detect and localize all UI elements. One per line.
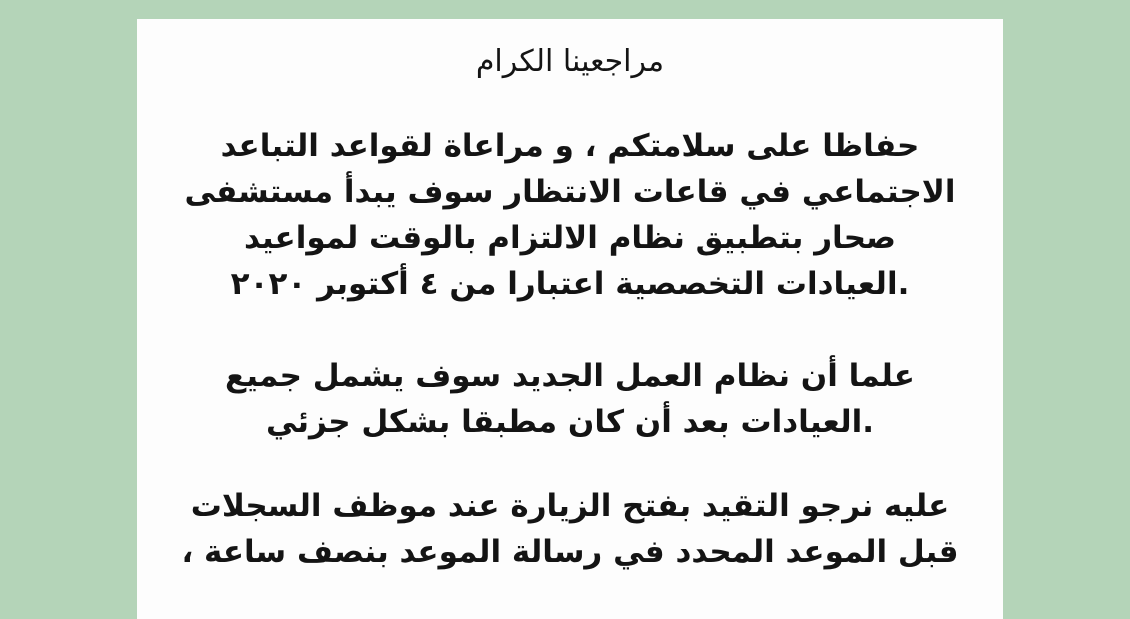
notice-title: مراجعينا الكرام [475,44,665,79]
notice-card [137,19,1003,619]
paragraph-3-line-1: عليه نرجو التقيد بفتح الزيارة عند موظف السجلات [190,488,950,524]
paragraph-1-line-3: صحار بتطبيق نظام الالتزام بالوقت لمواعيد [243,220,896,256]
paragraph-2-line-2: .العيادات بعد أن كان مطبقا بشكل جزئي [265,404,875,440]
paragraph-1-line-1: حفاظا على سلامتكم ، و مراعاة لقواعد التباعد [220,128,920,164]
paragraph-2-line-1: علما أن نظام العمل الجديد سوف يشمل جميع [225,358,915,394]
paragraph-3-line-2: قبل الموعد المحدد في رسالة الموعد بنصف ساعة ، [181,534,959,570]
paragraph-1-line-2: الاجتماعي في قاعات الانتظار سوف يبدأ مستشفى [184,174,956,210]
paragraph-1-line-4: .العيادات التخصصية اعتبارا من ٤ أكتوبر ٢٠٢٠ [230,266,910,302]
